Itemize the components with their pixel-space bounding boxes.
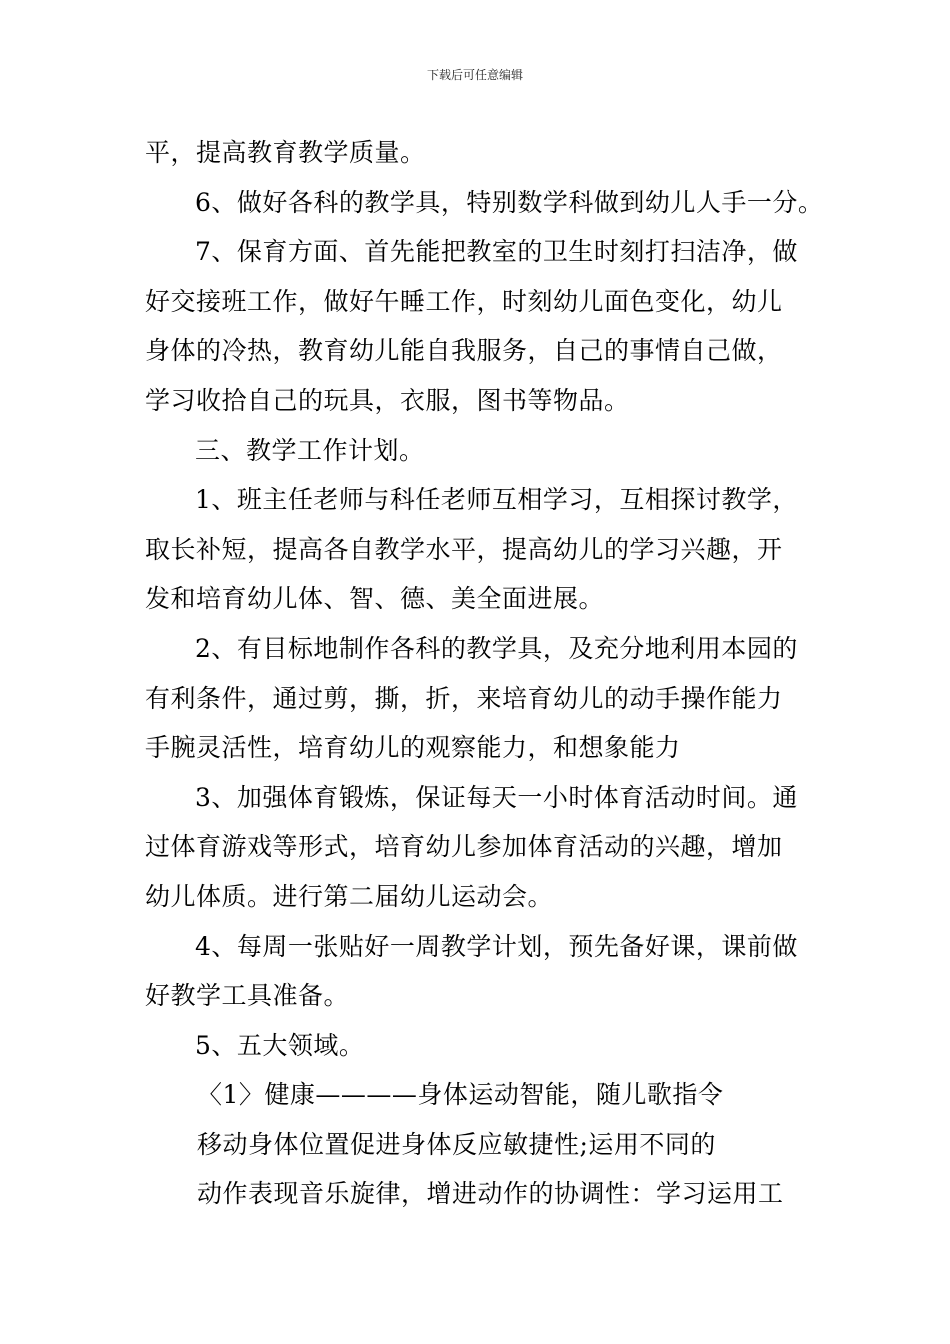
text-line: 过体育游戏等形式，培育幼儿参加体育活动的兴趣，增加 — [145, 832, 783, 862]
text-line: 有利条件，通过剪，撕，折，来培育幼儿的动手操作能力 — [145, 683, 783, 713]
text-line: 平，提高教育教学质量。 — [145, 138, 426, 167]
text-line: 手腕灵活性，培育幼儿的观察能力，和想象能力 — [145, 733, 681, 763]
text-line: 好教学工具准备。 — [145, 981, 350, 1011]
text-line: 移动身体位置促进身体反应敏捷性;运用不同的 — [197, 1129, 716, 1159]
section-heading: 三、教学工作计划。 — [195, 435, 425, 465]
text-line: 动作表现音乐旋律，增进动作的协调性：学习运用工 — [197, 1179, 784, 1209]
text-line: 好交接班工作，做好午睡工作，时刻幼儿面色变化，幼儿 — [145, 286, 783, 316]
text-line: 1、班主任老师与科任老师互相学习，互相探讨教学， — [195, 485, 798, 515]
text-line: 〈1〉健康————身体运动智能，随儿歌指令 — [197, 1080, 724, 1110]
text-line: 2、有目标地制作各科的教学具，及充分地利用本园的 — [195, 633, 798, 663]
text-line: 幼儿体质。进行第二届幼儿运动会。 — [145, 881, 554, 911]
text-line: 身体的冷热，教育幼儿能自我服务，自己的事情自己做， — [145, 336, 783, 366]
text-line: 发和培育幼儿体、智、德、美全面进展。 — [145, 584, 605, 614]
text-line: 取长补短，提高各自教学水平，提高幼儿的学习兴趣，开 — [145, 534, 783, 564]
page-header: 下载后可任意编辑 — [426, 68, 523, 82]
text-line: 学习收拾自己的玩具，衣服，图书等物品。 — [145, 385, 630, 415]
text-line: 4、每周一张贴好一周教学计划，预先备好课，课前做 — [195, 931, 798, 961]
document-body — [145, 128, 824, 1219]
text-line: 7、保育方面、首先能把教室的卫生时刻打扫洁净，做 — [195, 237, 798, 267]
text-line: 3、加强体育锻炼，保证每天一小时体育活动时间。通 — [195, 782, 798, 812]
text-line: 6、做好各科的教学具，特别数学科做到幼儿人手一分。 — [195, 187, 824, 217]
text-line: 5、五大领域。 — [195, 1030, 365, 1060]
